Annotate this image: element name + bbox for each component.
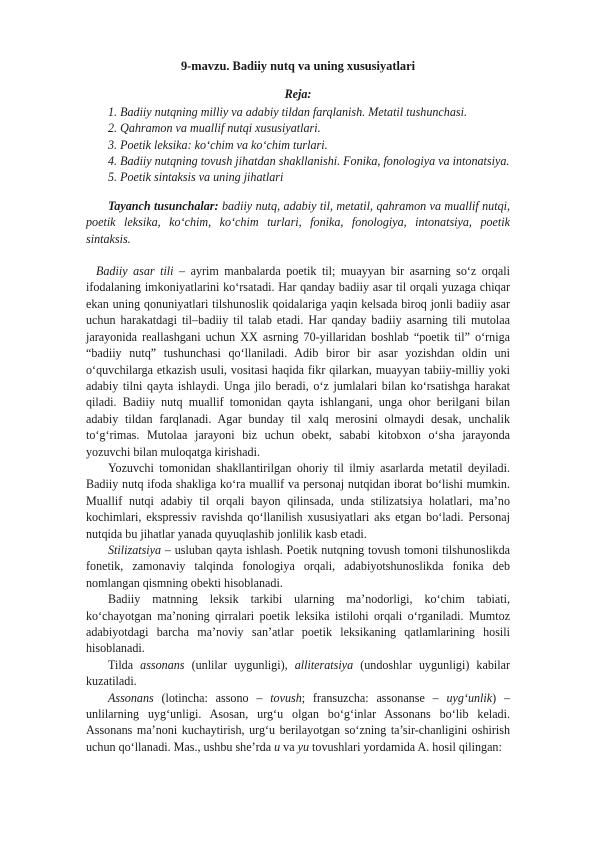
term: assonans [140, 657, 185, 672]
plan-heading: Reja: [284, 87, 312, 102]
paragraph: Assonans (lotincha: assono – tovush; fransuzcha: assonanse – uyg‘unlik) – unlilarning uyg‘unligi. Asosan, urg‘u olgan bo‘g‘inlar Assonans bo‘lib keladi. Assonans ma’noni kuchaytirish, urg‘u berilayotgan so‘zning ta’sir-chanligini oshirish uchun qo‘llanadi. Mas., ushbu she’rda u va yu tovushlari yordamida A. hosil qilingan: [86, 690, 510, 754]
document-title: 9-mavzu. Badiiy nutq va uning xususiyatlari [180, 59, 416, 73]
plan-item: 5. Poetik sintaksis va uning jihatlari [108, 170, 284, 185]
term: Assonans [108, 690, 154, 705]
plan-item: 3. Poetik leksika: ko‘chim va ko‘chim turlari. [108, 137, 328, 152]
plan-item: 2. Qahramon va muallif nutqi xususiyatlari. [108, 121, 321, 136]
term: Badiiy asar tili [96, 264, 174, 279]
paragraph: Badiiy asar tili – ayrim manbalarda poetik til; muayyan bir asarning so‘z orqali ifodalaning imkoniyatlarini ko‘rsatadi. Har qanday badiiy asar til orqali yuzaga chiqar ekan uning qonuniyatlari tilshunoslik qoidalariga yaqin kelsada biroq jonli badiiy asar uchun harakatdagi til–badiiy til talab etadi. Har qanday badiiy asarning tili mutolaa jarayonida reallashgani uchun XX asrning 70-yillaridan boshlab “poetik til” o‘rniga “badiiy nutq” tushunchasi qo‘llaniladi. Adib biror bir asar yozishdan oldin uni o‘quvchilarga etkazish usuli, vositasi haqida fikr qilarkan, muayyan tabiiy-milliy yoki adabiy tilni qayta ishlaydi. Unga jilo beradi, o‘z jumlalari bilan ko‘rsatishga harakat qiladi. Badiiy nutq muallif tomonidan qayta ishlangani, unga ohor berilgani bilan adabiy tildan farqlanadi. Agar bunday til xalq merosini olmaydi desak, unchalik to‘g‘rimas. Mutolaa jarayoni biz uchun obekt, sababi kitobxon o‘sha jarayonda yozuvchi bilan muloqatga kirishadi. [86, 264, 511, 459]
document-page [86, 58, 510, 755]
paragraph: Tilda assonans (unlilar uygunligi), alliteratsiya (undoshlar uygunligi) kabilar kuzatiladi. [86, 657, 510, 689]
paragraph: Badiiy matnning leksik tarkibi ularning ma’nodorligi, ko‘chim tabiati, ko‘chayotgan ma’noning qirralari poetik leksika istilohi orqali o‘rganiladi. Mumtoz adabiyotdagi barcha ma’noviy san’atlar poetik leksikaning qatlamlarining hosili hisoblanadi. [86, 592, 510, 656]
plan-item: 4. Badiiy nutqning tovush jihatdan shakllanishi. Fonika, fonologiya va intonatsiya. [108, 154, 510, 169]
keywords-paragraph [86, 198, 510, 247]
keywords-label: Tayanch tusunchalar: [108, 198, 219, 213]
keywords-text: badiiy nutq, adabiy til, metatil, qahramon va muallif nutqi, poetik leksika, ko‘chim, ko‘chim turlari, fonika, fonologiya, intonatsiya, poetik sintaksis. [86, 198, 510, 246]
body-text [86, 263, 510, 755]
term: Stilizatsiya [108, 542, 162, 557]
plan-item: 1. Badiiy nutqning milliy va adabiy tildan farqlanish. Metatil tushunchasi. [108, 104, 467, 119]
paragraph: Stilizatsiya – usluban qayta ishlash. Poetik nutqning tovush tomoni tilshunoslikda fonetik, zamonaviy talqinda fonologiya orqali, adabiyotshunoslikda fonika deb nomlangan qismning obekti hisoblanadi. [86, 542, 510, 590]
term: alliteratsiya [294, 657, 354, 672]
paragraph: Yozuvchi tomonidan shakllantirilgan ohoriy til ilmiy asarlarda metatil deyiladi. Badiiy nutq ifoda shakliga ko‘ra muallif va personaj nutqidan iborat bo‘lishi mumkin. Muallif nutqi adabiy til orqali bayon qilinsada, unda stilizatsiya holatlari, ma’no kochimlari, ekspressiv ravishda qo‘llanilish xususiyatlari aks etgan bo‘ladi. Personaj nutqida bu jihatlar yanada quyuqlashib jonlilik kasb etadi. [86, 460, 510, 541]
plan-list [86, 104, 510, 186]
